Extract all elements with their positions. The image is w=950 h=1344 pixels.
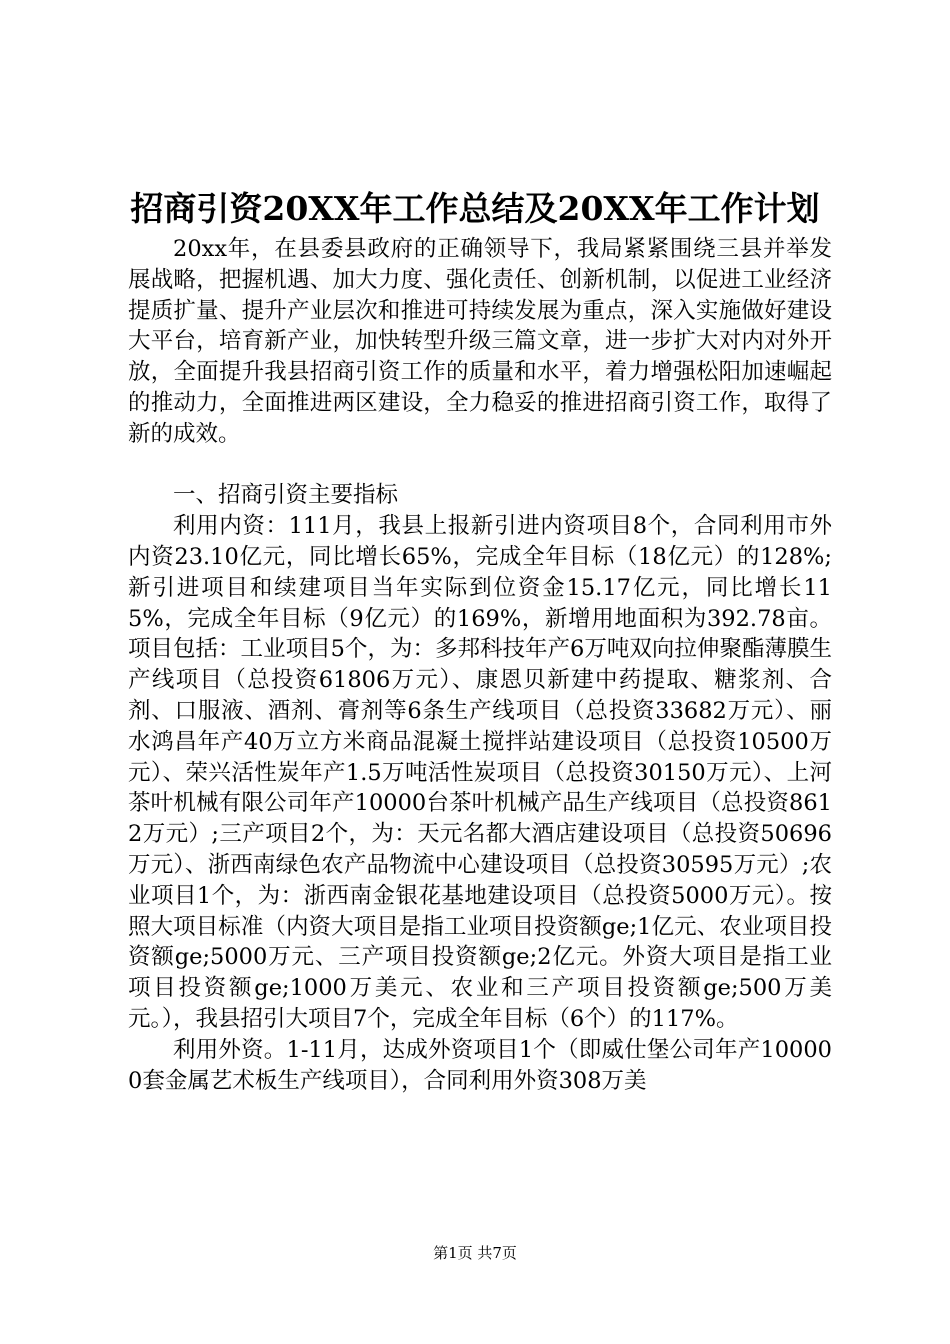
paragraph-foreign-investment: 利用外资。1-11月，达成外资项目1个（即威仕堡公司年产100000套金属艺术板生产线项目），合同利用外资308万美 (128, 1036, 832, 1094)
section-heading: 一、招商引资主要指标 (173, 482, 399, 509)
document-body (128, 234, 832, 1096)
paragraph-intro: 20xx年，在县委县政府的正确领导下，我局紧紧围绕三县并举发展战略，把握机遇、加大力度、强化责任、创新机制，以促进工业经济提质扩量、提升产业层次和推进可持续发展为重点，深入实施做好建设大平台，培育新产业，加快转型升级三篇文章，进一步扩大对内对外开放，全面提升我县招商引资工作的质量和水平，着力增强松阳加速崛起的推动力，全面推进两区建设，全力稳妥的推进招商引资工作，取得了新的成效。 (128, 236, 832, 447)
paragraph-domestic-investment: 利用内资：111月，我县上报新引进内资项目8个，合同利用市外内资23.10亿元，同比增长65%，完成全年目标（18亿元）的128%;新引进项目和续建项目当年实际到位资金15.17亿元，同比增长115%，完成全年目标（9亿元）的169%，新增用地面积为392.78亩。项目包括：工业项目5个，为：多邦科技年产6万吨双向拉伸聚酯薄膜生产线项目（总投资61806万元）、康恩贝新建中药提取、糖浆剂、合剂、口服液、酒剂、膏剂等6条生产线项目（总投资33682万元）、丽水鸿昌年产40万立方米商品混凝土搅拌站建设项目（总投资10500万元）、荣兴活性炭年产1.5万吨活性炭项目（总投资30150万元）、上河茶叶机械有限公司年产10000台茶叶机械产品生产线项目（总投资8612万元）;三产项目2个，为：天元名都大酒店建设项目（总投资50696万元）、浙西南绿色农产品物流中心建设项目（总投资30595万元）;农业项目1个，为：浙西南金银花基地建设项目（总投资5000万元）。按照大项目标准（内资大项目是指工业项目投资额ge;1亿元、农业项目投资额ge;5000万元、三产项目投资额ge;2亿元。外资大项目是指工业项目投资额ge;1000万美元、农业和三产项目投资额ge;500万美元。），我县招引大项目7个，完成全年目标（6个）的117%。 (128, 513, 832, 1032)
page-number: 第1页 共7页 (433, 1244, 517, 1262)
document-title: 招商引资20XX年工作总结及20XX年工作计划 (130, 189, 820, 228)
